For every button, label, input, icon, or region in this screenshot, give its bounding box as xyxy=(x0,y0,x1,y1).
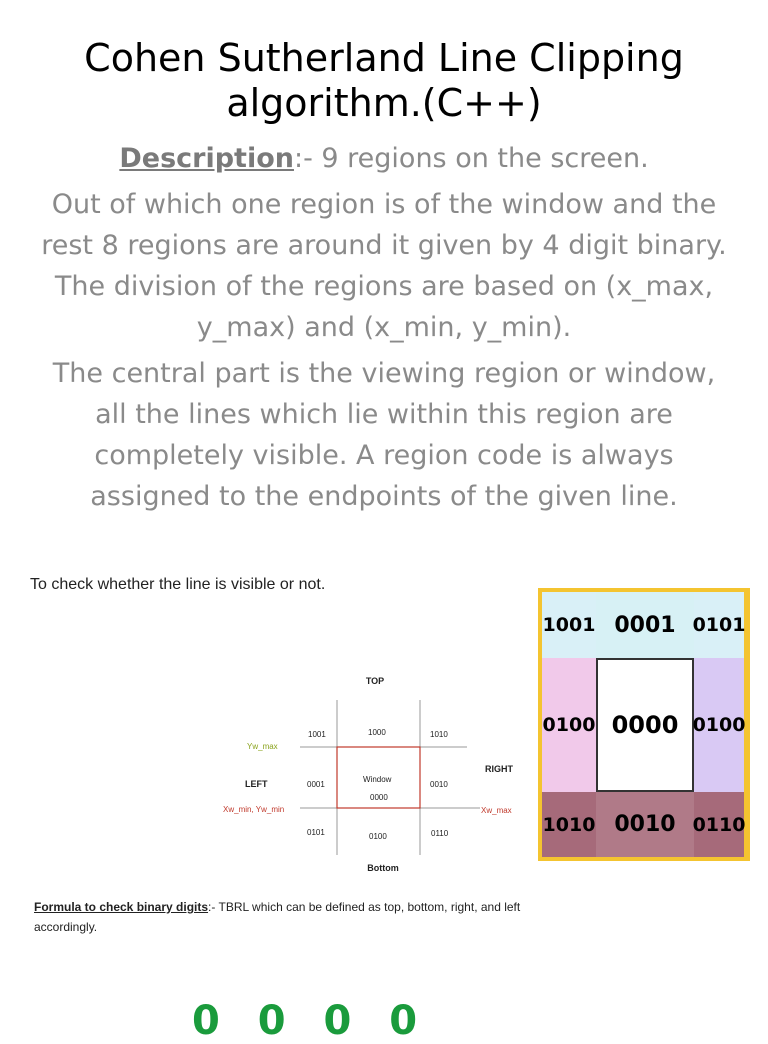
diagram-code-bottom-left: 0101 xyxy=(307,828,325,837)
diagram-label-xw-min-yw-min: Xw_min, Yw_min xyxy=(223,805,285,814)
diagram-label-right: RIGHT xyxy=(485,764,513,774)
description-intro-text: :- 9 regions on the screen. xyxy=(293,143,649,174)
grid-cell-r3-c2: 0010 xyxy=(596,792,694,857)
diagram-window-label: Window xyxy=(363,775,392,784)
diagram-label-xw-max: Xw_max xyxy=(481,806,512,815)
grid-cell-r3-c3: 0110 xyxy=(694,792,744,857)
description-paragraph-2: Out of which one region is of the window and the rest 8 regions are around it given by 4 digit binary. The division of the regions are based on (x_max, y_max) and (x_min, y_min). xyxy=(41,189,727,343)
grid-cell-r2-c3: 0100 xyxy=(694,658,744,792)
grid-cell-r1-c2: 0001 xyxy=(596,592,694,658)
diagram-label-yw-max: Yw_max xyxy=(247,742,278,751)
grid-cell-r2-c1: 0100 xyxy=(542,658,596,792)
region-code-diagram xyxy=(215,665,525,885)
grid-cell-r2-c2: 0000 xyxy=(596,658,694,792)
diagram-code-top-left: 1001 xyxy=(308,730,326,739)
formula-label: Formula to check binary digits xyxy=(34,900,209,914)
grid-cell-r3-c1: 1010 xyxy=(542,792,596,857)
title-line-1: Cohen Sutherland Line Clipping xyxy=(84,36,684,80)
diagram-label-left: LEFT xyxy=(245,779,268,789)
formula-text: :- TBRL which can be defined as top, bottom, right, and left accordingly. xyxy=(34,900,521,934)
region-code-grid xyxy=(538,588,750,861)
grid-cell-r1-c1: 1001 xyxy=(542,592,596,658)
diagram-code-bottom-middle: 0100 xyxy=(369,832,387,841)
diagram-code-top-middle: 1000 xyxy=(368,728,386,737)
grid-cell-r1-c3: 0101 xyxy=(694,592,744,658)
diagram-code-middle-middle: 0000 xyxy=(370,793,388,802)
title-line-2: algorithm.(C++) xyxy=(226,81,542,125)
page-title xyxy=(0,36,768,126)
description-block xyxy=(40,138,728,522)
check-caption: To check whether the line is visible or not. xyxy=(30,576,326,593)
formula-note xyxy=(34,897,524,937)
bottom-bits: 0 0 0 0 xyxy=(192,998,430,1044)
diagram-code-bottom-right: 0110 xyxy=(431,829,449,838)
diagram-code-middle-left: 0001 xyxy=(307,780,325,789)
diagram-code-top-right: 1010 xyxy=(430,730,448,739)
description-label: Description xyxy=(119,143,294,174)
description-paragraph-3: The central part is the viewing region or window, all the lines which lie within this region are completely visible. A region code is always assigned to the endpoints of the given line. xyxy=(52,358,716,512)
diagram-label-bottom: Bottom xyxy=(367,863,399,873)
diagram-code-middle-right: 0010 xyxy=(430,780,448,789)
description-intro xyxy=(40,138,728,179)
diagram-label-top: TOP xyxy=(365,676,385,686)
